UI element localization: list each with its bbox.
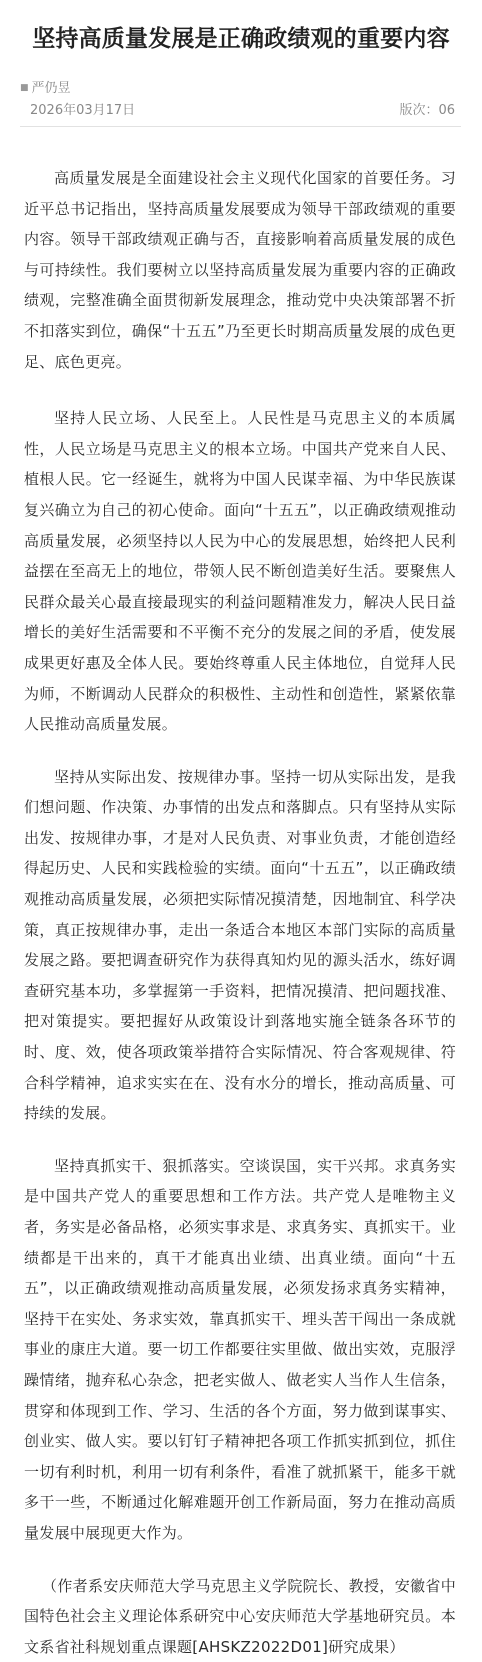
paragraph-hard-work: 坚持真抓实干、狠抓落实。空谈误国，实干兴邦。求真务实是中国共产党人的重要思想和工作方法。共产党人是唯物主义者，务实是必备品格，必须实事求是、求真务实、真抓实干。业绩都是干出来的，真干才能真出业绩、出真业绩。面向“十五五”，以正确政绩观推动高质量发展，必须发扬求真务实精神，坚持干在实处、务求实效，靠真抓实干、埋头苦干闯出一条成就事业的康庄大道。要一切工作都要往实里做、做出实效，克服浮躁情绪，抛弃私心杂念，把老实做人、做老实人当作人生信条，贯穿和体现到工作、学习、生活的各个方面，努力做到谋事实、创业实、做人实。要以钉钉子精神把各项工作抓实抓到位，抓住一切有利时机，利用一切有利条件，看准了就抓紧干，能多干就多干一些，不断通过化解难题开创工作新局面，努力在推动高质量发展中展现更大作为。 [24,1156,456,1542]
publish-date: 2026年03月17日 [30,103,136,118]
header-divider [20,126,461,127]
article-body [24,163,456,1662]
author-name[interactable]: 严仍昱 [31,81,71,96]
article-meta [30,100,455,122]
article-title: 坚持高质量发展是正确政绩观的重要内容 [32,26,450,52]
paragraph-seek-truth: 坚持从实际出发、按规律办事。坚持一切从实际出发，是我们想问题、作决策、办事情的出发点和落脚点。只有坚持从实际出发、按规律办事，才是对人民负责、对事业负责，才能创造经得起历史、人民和实践检验的实绩。面向“十五五”，以正确政绩观推动高质量发展，必须把实际情况摸清楚，因地制宜、科学决策，真正按规律办事，走出一条适合本地区本部门实际的高质量发展之路。要把调查研究作为获得真知灼见的源头活水，练好调查研究基本功，多掌握第一手资料，把情况摸清、把问题找准、把对策提实。要把握好从政策设计到落地实施全链条各环节的时、度、效，使各项政策举措符合实际情况、符合客观规律、符合科学精神，追求实实在在、没有水分的增长，推动高质量、可持续的发展。 [24,767,456,1123]
paragraph-people-first: 坚持人民立场、人民至上。人民性是马克思主义的本质属性，人民立场是马克思主义的根本立场。中国共产党来自人民、植根人民。它一经诞生，就将为中国人民谋幸福、为中华民族谋复兴确立为自己的初心使命。面向“十五五”，以正确政绩观推动高质量发展，必须坚持以人民为中心的发展思想，始终把人民利益摆在至高无上的地位，带领人民不断创造美好生活。要聚焦人民群众最关心最直接最现实的利益问题精准发力，解决人民日益增长的美好生活需要和不平衡不充分的发展之间的矛盾，使发展成果更好惠及全体人民。要始终尊重人民主体地位，自觉拜人民为师，不断调动人民群众的积极性、主动性和创造性，紧紧依靠人民推动高质量发展。 [24,409,456,734]
edition-number: 版次：06 [399,103,455,118]
square-bullet-icon: ■ [20,83,29,93]
paragraph-intro: 高质量发展是全面建设社会主义现代化国家的首要任务。习近平总书记指出，坚持高质量发展要成为领导干部政绩观的重要内容。领导干部政绩观正确与否，直接影响着高质量发展的成色与可持续性。我们要树立以坚持高质量发展为重要内容的正确政绩观，完整准确全面贯彻新发展理念，推动党中央决策部署不折不扣落实到位，确保“十五五”乃至更长时期高质量发展的成色更足、底色更亮。 [24,169,456,371]
byline [20,78,71,99]
author-note: （作者系安庆师范大学马克思主义学院院长、教授，安徽省中国特色社会主义理论体系研究中心安庆师范大学基地研究员。本文系省社科规划重点课题[AHSKZ2022D01]研究成果） [24,1576,456,1656]
